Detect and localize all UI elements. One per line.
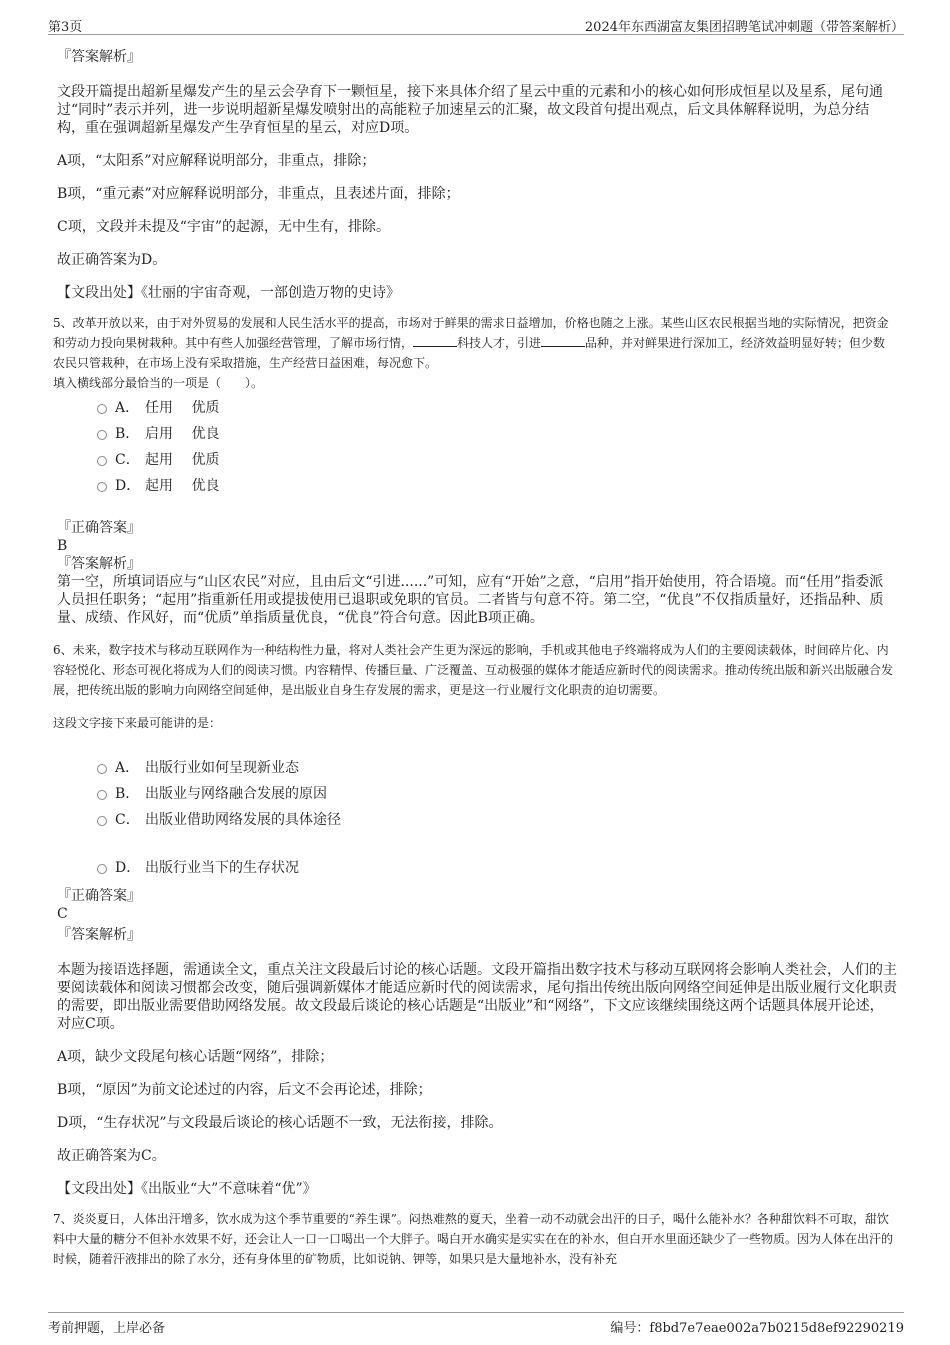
radio-icon[interactable]: [97, 764, 107, 774]
q4-analysis-label: 『答案解析』: [57, 49, 141, 65]
q5-blank-1: [413, 334, 457, 347]
document-title: 2024年东西湖富友集团招聘笔试冲刺题（带答案解析）: [584, 20, 904, 35]
q5-answer: B: [57, 538, 68, 554]
footer-slogan: 考前押题，上岸必备: [48, 1321, 166, 1336]
q6-answer: C: [57, 906, 68, 922]
q6-analysis-a: A项，缺少文段尾句核心话题“网络”，排除；: [57, 1049, 334, 1065]
q5-option-a[interactable]: A． 任用 优质: [57, 395, 897, 421]
q6-answer-label: 『正确答案』: [57, 888, 141, 904]
q4-analysis: 文段开篇提出超新星爆发产生的星云会孕育下一颗恒星，接下来具体介绍了星云中重的元素和小的核心如何形成恒星以及星系，尾句通过“同时”表示并列，进一步说明超新星爆发喷射出的高能粒子加速星云的汇聚，故文段首句提出观点，后文具体解释说明，为总分结构，重在强调超新星爆发产生孕育恒星的星云，对应D项。: [57, 84, 883, 136]
q5-prompt: 填入横线部分最恰当的一项是（ ）。: [53, 376, 264, 390]
q6-option-b[interactable]: B． 出版业与网络融合发展的原因: [57, 781, 897, 807]
radio-icon[interactable]: [97, 456, 107, 466]
q4-source: 【文段出处】《壮丽的宇宙奇观，一部创造万物的史诗》: [57, 285, 400, 301]
q4-analysis-b: B项，“重元素”对应解释说明部分，非重点，且表述片面，排除；: [57, 186, 460, 202]
q5-analysis-label: 『答案解析』: [57, 556, 141, 572]
document-body: [53, 44, 897, 1269]
q4-analysis-c: C项，文段并未提及“宇宙”的起源，无中生有，排除。: [57, 219, 391, 235]
q5-option-d[interactable]: D． 起用 优良: [57, 473, 897, 499]
q6-analysis: 本题为接语选择题，需通读全文，重点关注文段最后讨论的核心话题。文段开篇指出数字技术与移动互联网将会影响人类社会，人们的主要阅读载体和阅读习惯都会改变，随后强调新媒体才能适应新时代的阅读需求，尾句指出传统出版向网络空间延伸是出版业履行文化职责的需要，即出版业需要借助网络发展。故文段最后谈论的核心话题是“出版业”和“网络”，下文应该继续围绕这两个话题具体展开论述，对应C项。: [57, 962, 897, 1032]
q6-prompt: 这段文字接下来最可能讲的是：: [53, 716, 222, 730]
q7-stem: 7、炎炎夏日，人体出汗增多，饮水成为这个季节重要的“养生课”。闷热难熬的夏天，坐着一动不动就会出汗的日子，喝什么能补水？各种甜饮料不可取，甜饮料中大量的糖分不但补水效果不好，还会让人一口一口喝出一个大胖子。喝白开水确实是实实在在的补水，但白开水里面还缺少了一些物质。因为人体在出汗的时候，随着汗液排出的除了水分，还有身体里的矿物质，比如说钠、钾等，如果只是大量地补水，没有补充: [53, 1212, 894, 1266]
q5-text-c: 品种，并对鲜果进行深加工，经济效益明显好转；但少数农民只管栽种，在市场上没有采取措施，生产经营日益困难，每况愈下。: [53, 336, 886, 370]
page-header: [48, 14, 904, 35]
q4-analysis-a: A项，“太阳系”对应解释说明部分，非重点，排除；: [57, 153, 376, 169]
q6-option-c[interactable]: C． 出版业借助网络发展的具体途径: [57, 807, 897, 833]
page-number: 第3页: [48, 20, 83, 35]
q6-source: 【文段出处】《出版业“大”不意味着“优”》: [57, 1181, 317, 1197]
radio-icon[interactable]: [97, 790, 107, 800]
q6-option-a[interactable]: A． 出版行业如何呈现新业态: [57, 755, 897, 781]
q5-options: [57, 395, 897, 499]
q5-text-a: 5、改革开放以来，由于对外贸易的发展和人民生活水平的提高，市场对于鲜果的需求日益增加，价格也随之上涨。某些山区农民根据当地的实际情况，把资金和劳动力投向果树栽种。其中有些人加强经营管理，了解市场行情，: [53, 316, 889, 350]
radio-icon[interactable]: [97, 430, 107, 440]
q5-stem: [53, 313, 897, 373]
q6-conclusion: 故正确答案为C。: [57, 1148, 166, 1164]
radio-icon[interactable]: [97, 404, 107, 414]
q5-blank-2: [541, 334, 585, 347]
q5-option-b[interactable]: B． 启用 优良: [57, 421, 897, 447]
q6-analysis-d: D项，“生存状况”与文段最后谈论的核心话题不一致，无法衔接，排除。: [57, 1115, 503, 1131]
document-id: 编号：f8bd7e7eae002a7b0215d8ef92290219: [610, 1321, 904, 1336]
q6-stem: 6、未来，数字技术与移动互联网作为一种结构性力量，将对人类社会产生更为深远的影响，手机或其他电子终端将成为人们的主要阅读载体，时间碎片化、内容轻悦化、形态可视化将成为人们的阅读习惯。内容精悍、传播巨量、广泛覆盖、互动极强的媒体才能适应新时代的阅读需求。推动传统出版和新兴出版融合发展，把传统出版的影响力向网络空间延伸，是出版业自身生存发展的需求，更是这一行业履行文化职责的迫切需要。: [53, 643, 894, 697]
q5-text-b: 科技人才，引进: [457, 336, 542, 350]
radio-icon[interactable]: [97, 864, 107, 874]
q6-analysis-label: 『答案解析』: [57, 927, 141, 943]
radio-icon[interactable]: [97, 816, 107, 826]
q4-conclusion: 故正确答案为D。: [57, 252, 167, 268]
radio-icon[interactable]: [97, 482, 107, 492]
page-footer: [48, 1312, 904, 1335]
q6-option-d[interactable]: D． 出版行业当下的生存状况: [57, 855, 897, 881]
q5-option-c[interactable]: C． 起用 优质: [57, 447, 897, 473]
q6-options: [57, 755, 897, 881]
q5-analysis: 第一空，所填词语应与“山区农民”对应，且由后文“引进......”可知，应有“开始”之意，“启用”指开始使用，符合语境。而“任用”指委派人员担任职务；“起用”指重新任用或提拔使用已退职或免职的官员。二者皆与句意不符。第二空，“优良”不仅指质量好，还指品种、质量、成绩、作风好，而“优质”单指质量优良，“优良”符合句意。因此B项正确。: [57, 574, 884, 626]
q6-analysis-b: B项，“原因”为前文论述过的内容，后文不会再论述，排除；: [57, 1082, 432, 1098]
q5-answer-label: 『正确答案』: [57, 520, 141, 536]
